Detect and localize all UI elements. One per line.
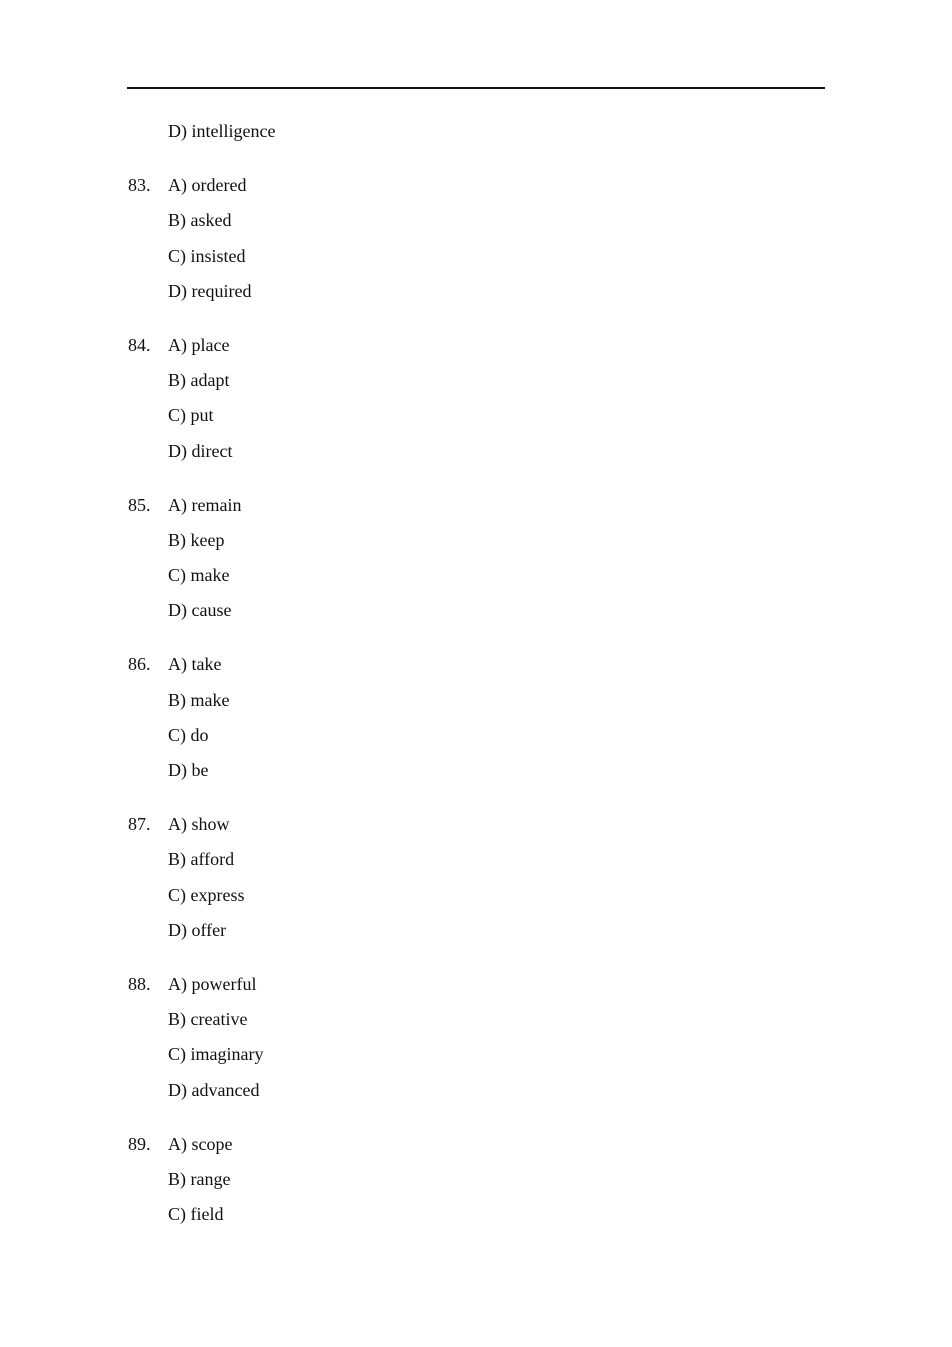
question-block bbox=[128, 332, 828, 473]
option-line bbox=[128, 118, 828, 153]
option-text: A) powerful bbox=[168, 973, 257, 994]
option-line bbox=[128, 492, 828, 527]
option-line bbox=[128, 402, 828, 437]
option-text: B) asked bbox=[168, 210, 232, 231]
question-number: 88. bbox=[128, 973, 151, 994]
option-text: B) adapt bbox=[168, 370, 230, 391]
option-line bbox=[128, 527, 828, 562]
option-line bbox=[128, 687, 828, 722]
option-text: C) field bbox=[168, 1204, 224, 1225]
option-text: B) afford bbox=[168, 849, 235, 870]
option-text: D) cause bbox=[168, 600, 232, 621]
option-text: B) range bbox=[168, 1168, 231, 1189]
option-text: C) put bbox=[168, 405, 214, 426]
question-block bbox=[128, 651, 828, 792]
option-text: D) offer bbox=[168, 919, 227, 940]
option-line bbox=[128, 207, 828, 242]
option-line bbox=[128, 562, 828, 597]
option-text: B) creative bbox=[168, 1009, 248, 1030]
question-block bbox=[128, 172, 828, 313]
option-text: B) keep bbox=[168, 529, 225, 550]
question-number: 86. bbox=[128, 654, 151, 675]
option-text: B) make bbox=[168, 689, 230, 710]
option-text: D) intelligence bbox=[168, 121, 276, 141]
option-line bbox=[128, 651, 828, 686]
option-text: A) scope bbox=[168, 1133, 233, 1154]
option-text: C) express bbox=[168, 884, 245, 905]
option-text: D) required bbox=[168, 280, 252, 301]
question-number: 87. bbox=[128, 814, 151, 835]
option-line bbox=[128, 332, 828, 367]
option-line bbox=[128, 846, 828, 881]
option-line bbox=[128, 243, 828, 278]
option-text: C) insisted bbox=[168, 245, 246, 266]
question-number: 85. bbox=[128, 494, 151, 515]
option-text: C) imaginary bbox=[168, 1044, 264, 1065]
option-line bbox=[128, 882, 828, 917]
option-text: C) do bbox=[168, 724, 209, 745]
option-text: D) direct bbox=[168, 440, 233, 461]
option-text: A) place bbox=[168, 334, 230, 355]
option-line bbox=[128, 172, 828, 207]
option-line bbox=[128, 1201, 828, 1236]
option-line bbox=[128, 367, 828, 402]
option-line bbox=[128, 1166, 828, 1201]
option-line bbox=[128, 597, 828, 632]
option-text: C) make bbox=[168, 565, 230, 586]
option-line bbox=[128, 917, 828, 952]
option-line bbox=[128, 1006, 828, 1041]
question-block bbox=[128, 492, 828, 633]
option-text: A) ordered bbox=[168, 175, 247, 196]
question-list bbox=[128, 118, 828, 1236]
option-text: D) advanced bbox=[168, 1079, 260, 1100]
option-line bbox=[128, 757, 828, 792]
option-line bbox=[128, 722, 828, 757]
question-number: 89. bbox=[128, 1133, 151, 1154]
option-line bbox=[128, 278, 828, 313]
question-block bbox=[128, 811, 828, 952]
option-line bbox=[128, 1077, 828, 1112]
option-line bbox=[128, 1131, 828, 1166]
option-line bbox=[128, 438, 828, 473]
option-line bbox=[128, 1041, 828, 1076]
question-number: 84. bbox=[128, 334, 151, 355]
option-text: A) take bbox=[168, 654, 222, 675]
option-text: A) remain bbox=[168, 494, 242, 515]
option-line bbox=[128, 971, 828, 1006]
question-number: 83. bbox=[128, 175, 151, 196]
option-line bbox=[128, 811, 828, 846]
question-block bbox=[128, 971, 828, 1112]
option-text: D) be bbox=[168, 760, 209, 780]
option-text: A) show bbox=[168, 814, 230, 835]
header-rule bbox=[127, 87, 825, 89]
question-block bbox=[128, 1131, 828, 1237]
